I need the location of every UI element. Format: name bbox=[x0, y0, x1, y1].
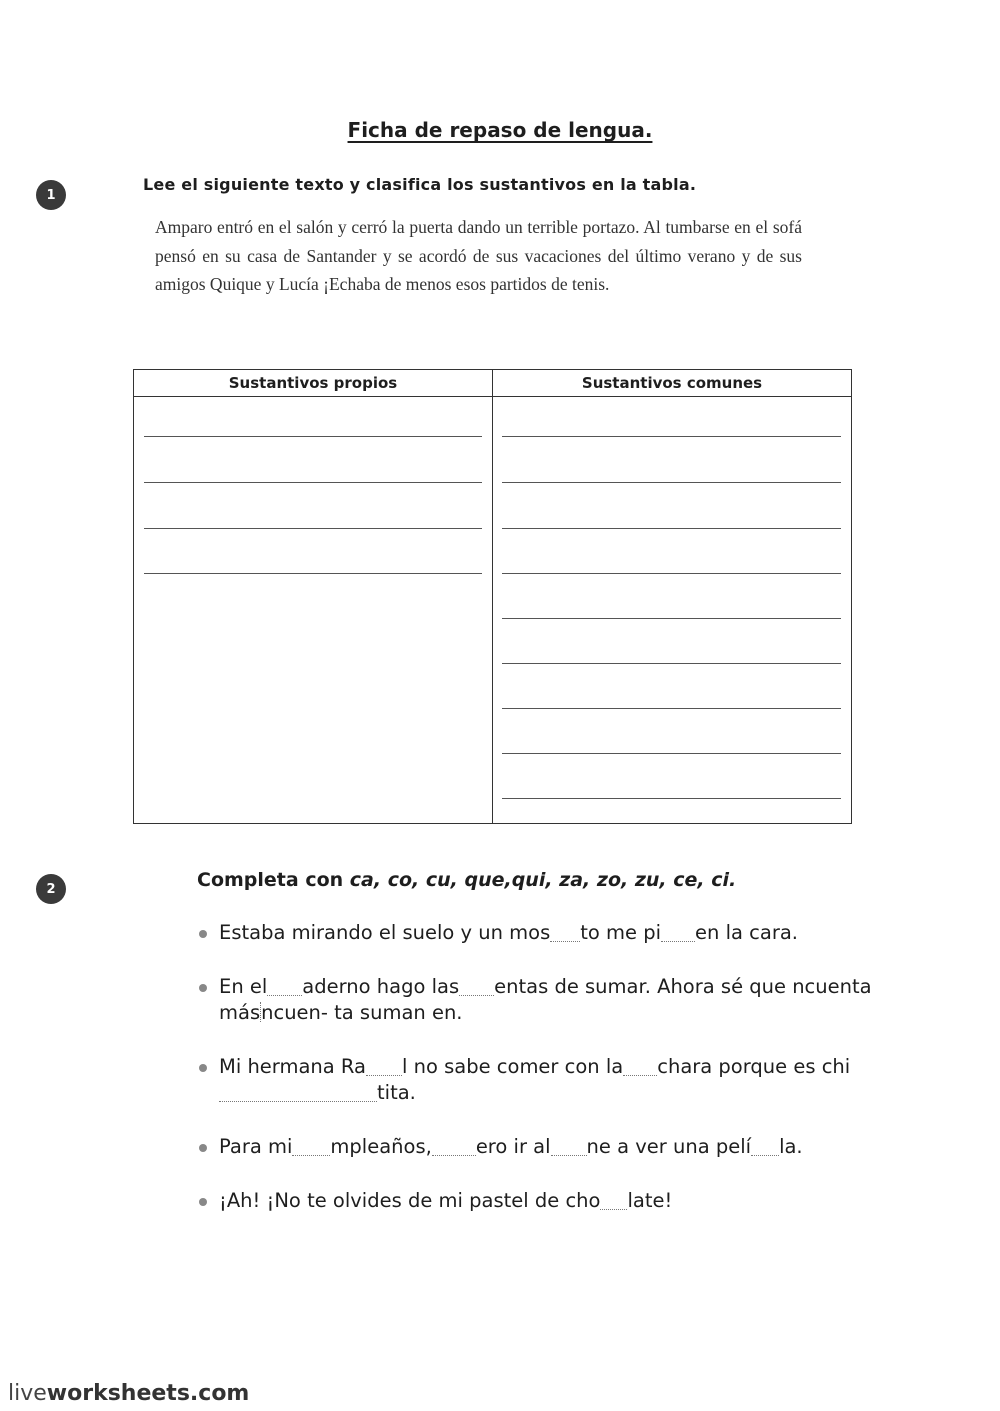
proper-noun-answer-line[interactable] bbox=[144, 436, 482, 437]
common-noun-answer-line[interactable] bbox=[502, 482, 841, 483]
syllable-blank[interactable] bbox=[292, 1136, 330, 1157]
header-proper-nouns: Sustantivos propios bbox=[134, 370, 493, 397]
noun-classification-table bbox=[133, 369, 852, 824]
common-noun-answer-line[interactable] bbox=[502, 753, 841, 754]
common-noun-answer-line[interactable] bbox=[502, 663, 841, 664]
list-item: ¡Ah! ¡No te olvides de mi pastel de cho late! bbox=[197, 1188, 877, 1214]
exercise-1-passage: Amparo entró en el salón y cerró la puerta dando un terrible portazo. Al tumbarse en el sofá pensó en su casa de Santander y se acordó de sus vacaciones del último verano y de sus amigos Quique y Lucía ¡Echaba de menos esos partidos de tenis. bbox=[155, 217, 802, 294]
page-title: Ficha de repaso de lengua. bbox=[347, 118, 653, 142]
common-noun-answer-line[interactable] bbox=[502, 798, 841, 799]
common-noun-answer-line[interactable] bbox=[502, 436, 841, 437]
proper-noun-answer-line[interactable] bbox=[144, 573, 482, 574]
syllable-blank[interactable] bbox=[267, 976, 302, 997]
common-noun-answer-line[interactable] bbox=[502, 618, 841, 619]
syllable-blank[interactable] bbox=[219, 1082, 377, 1103]
exercise-1-number-badge: 1 bbox=[36, 180, 66, 210]
syllable-blank[interactable] bbox=[459, 976, 494, 997]
syllable-blank[interactable] bbox=[551, 1136, 587, 1157]
exercise-1-instruction: Lee el siguiente texto y clasifica los sustantivos en la tabla. bbox=[143, 175, 697, 194]
syllable-blank[interactable] bbox=[550, 922, 580, 943]
exercise-2-number-badge: 2 bbox=[36, 874, 66, 904]
syllable-blank[interactable] bbox=[366, 1056, 402, 1077]
common-noun-answer-line[interactable] bbox=[502, 708, 841, 709]
syllable-blank[interactable] bbox=[751, 1136, 779, 1157]
list-item: En el aderno hago las entas de sumar. Ahora sé que ncuenta másncuen- ta suman en. bbox=[197, 974, 877, 1026]
list-item: Mi hermana Ra l no sabe comer con la chara porque es chitita. bbox=[197, 1054, 877, 1106]
common-noun-answer-line[interactable] bbox=[502, 573, 841, 574]
common-noun-answer-line[interactable] bbox=[502, 528, 841, 529]
liveworksheets-logo: liveworksheets.com bbox=[8, 1381, 250, 1406]
syllable-blank[interactable] bbox=[432, 1136, 476, 1157]
syllable-blank[interactable] bbox=[661, 922, 695, 943]
proper-noun-answer-line[interactable] bbox=[144, 528, 482, 529]
proper-nouns-column bbox=[134, 397, 493, 824]
list-item: Estaba mirando el suelo y un mos to me pi en la cara. bbox=[197, 920, 877, 946]
header-common-nouns: Sustantivos comunes bbox=[493, 370, 852, 397]
list-item: Para mi mpleaños, ero ir al ne a ver una pelí la. bbox=[197, 1134, 877, 1160]
syllable-blank[interactable] bbox=[600, 1190, 627, 1211]
common-nouns-column bbox=[493, 397, 852, 824]
syllable-blank[interactable] bbox=[623, 1056, 657, 1077]
fill-in-list bbox=[197, 920, 877, 1214]
exercise-2-instruction: Completa con ca, co, cu, que,qui, za, zo, zu, ce, ci. bbox=[197, 869, 737, 891]
proper-noun-answer-line[interactable] bbox=[144, 482, 482, 483]
